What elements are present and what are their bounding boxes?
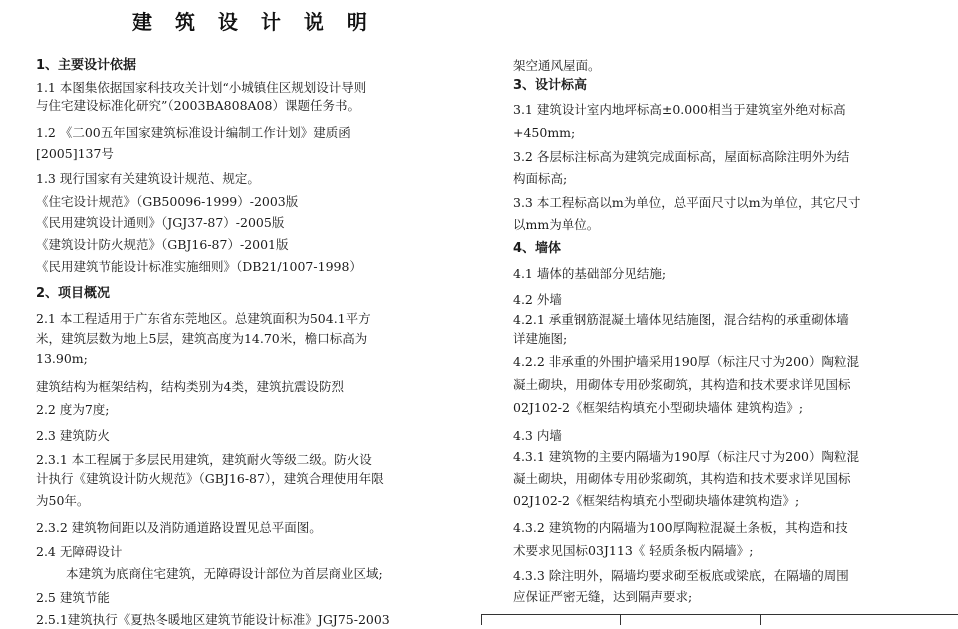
text-line: 4.3.2 建筑物的内隔墙为100厚陶粒混凝土条板，其构造和技 [513,520,848,535]
text-line: 4.2.2 非承重的外围护墙采用190厚（标注尺寸为200）陶粒混 [513,354,859,369]
text-line: 4.2.1 承重钢筋混凝土墙体见结施图，混合结构的承重砌体墙 [513,312,849,327]
text-line: 详建施图; [513,331,568,346]
text-line: 凝土砌块，用砌体专用砂浆砌筑，其构造和技术要求详见国标 [513,471,851,486]
title-block-divider [481,614,482,625]
text-line: 4.2 外墙 [513,292,562,307]
text-line: 1.3 现行国家有关建筑设计规范、规定。 [36,171,260,186]
text-line: 3.2 各层标注标高为建筑完成面标高，屋面标高除注明外为结 [513,149,850,164]
text-line: 2.2 度为7度; [36,402,110,417]
text-line: 13.90m; [36,351,88,366]
text-line: 与住宅建设标准化研究”（2003BA808A08）课题任务书。 [36,98,360,113]
text-line: +450mm; [513,125,576,140]
text-line: 米，建筑层数为地上5层，建筑高度为14.70米，檐口标高为 [36,331,368,346]
text-line: 《住宅设计规范》（GB50096-1999）-2003版 [36,194,299,209]
text-line: 计执行《建筑设计防火规范》（GBJ16-87），建筑合理使用年限 [36,471,384,486]
text-line: 02J102-2《框架结构填充小型砌块墙体 建筑构造》; [513,400,804,415]
section-heading: 4、墙体 [513,241,562,256]
text-line: 建筑结构为框架结构，结构类别为4类，建筑抗震设防烈 [36,379,344,394]
text-line: 术要求见国标03J113《 轻质条板内隔墙》; [513,543,754,558]
text-line: 2.1 本工程适用于广东省东莞地区。总建筑面积为504.1平方 [36,311,371,326]
section-heading: 1、主要设计依据 [36,58,137,73]
text-line: 4.3 内墙 [513,428,562,443]
text-line: 02J102-2《框架结构填充小型砌块墙体建筑构造》; [513,493,800,508]
text-line: 3.3 本工程标高以m为单位，总平面尺寸以m为单位，其它尺寸 [513,195,861,210]
text-line: 2.3.1 本工程属于多层民用建筑，建筑耐火等级二级。防火设 [36,452,372,467]
text-line: 1.1 本图集依据国家科技攻关计划“小城镇住区规划设计导则 [36,80,367,95]
title-block-divider [620,614,621,625]
text-line: 以mm为单位。 [513,217,600,232]
text-line: 1.2 《二00五年国家建筑标准设计编制工作计划》建质函 [36,125,351,140]
text-line: 本建筑为底商住宅建筑，无障碍设计部位为首层商业区域; [66,566,383,581]
text-line: 4.3.1 建筑物的主要内隔墙为190厚（标注尺寸为200）陶粒混 [513,449,859,464]
text-line: 应保证严密无缝，达到隔声要求; [513,589,693,604]
text-line: 为50年。 [36,493,90,508]
text-line: 2.5.1建筑执行《夏热冬暖地区建筑节能设计标准》JGJ75-2003 [36,612,390,627]
text-line: 架空通风屋面。 [513,58,601,73]
text-line: 凝土砌块，用砌体专用砂浆砌筑，其构造和技术要求详见国标 [513,377,851,392]
text-line: 3.1 建筑设计室内地坪标高±0.000相当于建筑室外绝对标高 [513,102,846,117]
text-line: 2.3.2 建筑物间距以及消防通道路设置见总平面图。 [36,520,322,535]
text-line: 4.3.3 除注明外，隔墙均要求砌至板底或梁底，在隔墙的周围 [513,568,849,583]
page-title: 建 筑 设 计 说 明 [132,10,375,34]
section-heading: 3、设计标高 [513,78,588,93]
text-line: [2005]137号 [36,146,114,161]
text-line: 2.3 建筑防火 [36,428,110,443]
text-line: 4.1 墙体的基础部分见结施; [513,266,667,281]
text-line: 《民用建筑设计通则》（JGJ37-87）-2005版 [36,215,285,230]
section-heading: 2、项目概况 [36,286,111,301]
title-block-divider [760,614,761,625]
text-line: 构面标高; [513,171,568,186]
text-line: 2.4 无障碍设计 [36,544,123,559]
text-line: 《民用建筑节能设计标准实施细则》（DB21/1007-1998） [36,259,362,274]
text-line: 《建筑设计防火规范》（GBJ16-87）-2001版 [36,237,289,252]
text-line: 2.5 建筑节能 [36,590,110,605]
title-block-border [481,614,958,615]
